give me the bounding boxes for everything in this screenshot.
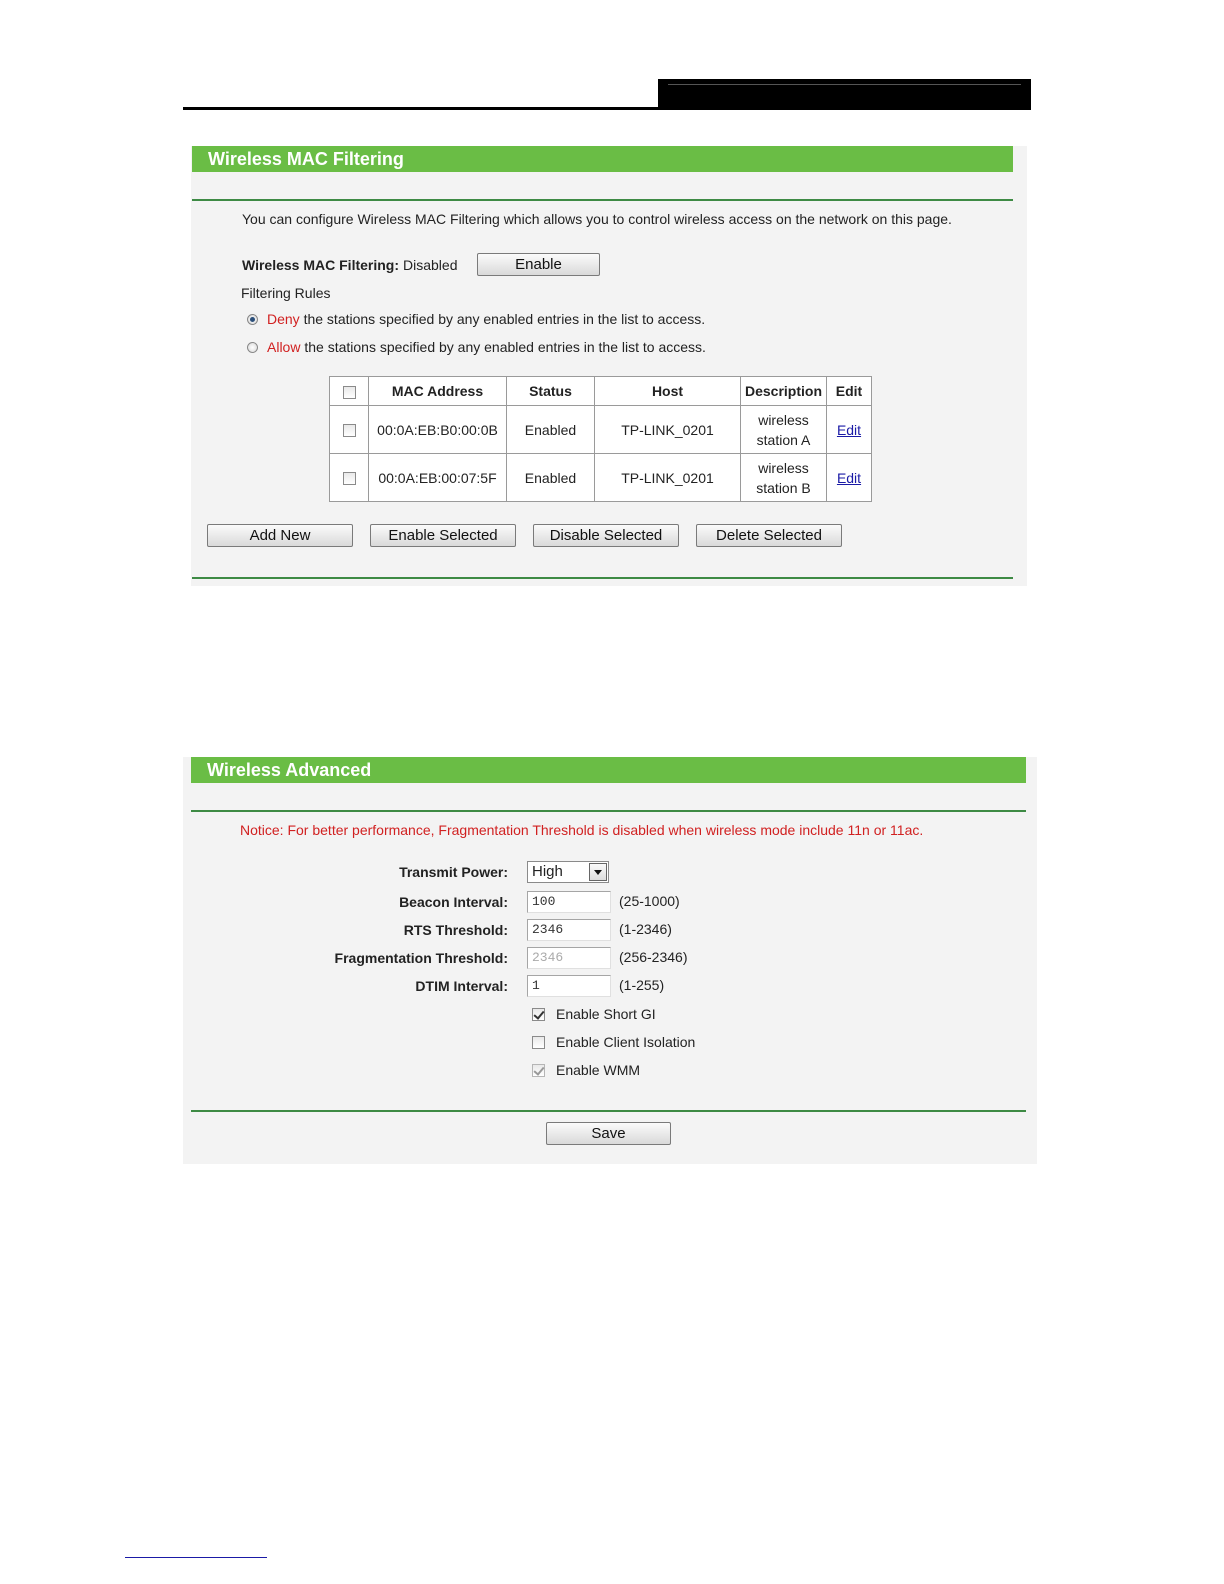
row-select-cell [330,454,369,502]
table-row [330,406,872,454]
fragmentation-threshold-input: 2346 [527,947,611,969]
edit-link[interactable]: Edit [836,421,862,438]
dtim-interval-label: DTIM Interval: [415,978,508,994]
description-line: station B [756,479,811,496]
mac-filter-table [329,376,872,502]
chevron-down-icon[interactable] [589,863,607,881]
mac-address-cell: 00:0A:EB:B0:00:0B [369,406,507,454]
col-description: Description [741,377,827,406]
intro-text: You can configure Wireless MAC Filtering which allows you to control wireless access on the network on this page. [242,211,952,227]
wmm-label: Enable WMM [556,1062,641,1078]
description-line: wireless [758,459,809,476]
add-new-button[interactable]: Add New [207,524,353,547]
description-cell [741,406,827,454]
footer-link-rule [125,1557,267,1558]
enable-button[interactable]: Enable [477,253,600,276]
transmit-power-label: Transmit Power: [399,864,508,880]
delete-selected-button[interactable]: Delete Selected [696,524,842,547]
disable-selected-button[interactable]: Disable Selected [533,524,679,547]
deny-rule-text [267,311,705,327]
beacon-interval-range: (25-1000) [619,893,680,909]
wmm-checkbox [532,1064,545,1077]
edit-cell [827,454,872,502]
dtim-interval-range: (1-255) [619,977,665,993]
rts-threshold-label: RTS Threshold: [403,922,508,938]
deny-radio[interactable] [247,314,258,325]
header-black-box [658,79,1031,110]
deny-description: the stations specified by any enabled entries in the list to access. [303,311,706,327]
client-isolation-checkbox[interactable] [532,1036,545,1049]
transmit-power-value: High [532,863,563,880]
row-checkbox[interactable] [343,424,356,437]
col-host: Host [595,377,741,406]
allow-rule-text [267,339,706,355]
beacon-interval-label: Beacon Interval: [399,894,508,910]
allow-radio[interactable] [247,342,258,353]
select-all-cell [330,377,369,406]
transmit-power-select[interactable] [527,861,609,883]
col-edit: Edit [827,377,872,406]
mac-filtering-title: Wireless MAC Filtering [192,146,1013,172]
dtim-interval-input[interactable]: 1 [527,975,611,997]
rts-threshold-range: (1-2346) [619,921,672,937]
row-select-cell [330,406,369,454]
status-cell: Enabled [507,454,595,502]
table-header-row [330,377,872,406]
deny-keyword: Deny [267,311,300,327]
description-line: station A [756,431,811,448]
bottom-divider [192,577,1013,579]
advanced-top-divider [191,810,1026,812]
status-cell: Enabled [507,406,595,454]
allow-description: the stations specified by any enabled entries in the list to access. [304,339,706,355]
description-line: wireless [758,411,809,428]
description-cell [741,454,827,502]
row-checkbox[interactable] [343,472,356,485]
mac-filtering-status-label: Wireless MAC Filtering: [242,257,400,273]
beacon-interval-input[interactable]: 100 [527,891,611,913]
short-gi-label: Enable Short GI [556,1006,656,1022]
table-row [330,454,872,502]
col-mac-address: MAC Address [369,377,507,406]
fragmentation-threshold-label: Fragmentation Threshold: [334,950,508,966]
top-divider [192,199,1013,201]
filtering-rules-label: Filtering Rules [241,285,331,301]
notice-text: Notice: For better performance, Fragmentation Threshold is disabled when wireless mode include 11n or 11ac. [240,822,924,838]
client-isolation-label: Enable Client Isolation [556,1034,696,1050]
col-status: Status [507,377,595,406]
enable-selected-button[interactable]: Enable Selected [370,524,516,547]
edit-link[interactable]: Edit [836,469,862,486]
advanced-bottom-divider [191,1110,1026,1112]
advanced-title: Wireless Advanced [191,757,1026,783]
allow-keyword: Allow [267,339,301,355]
mac-address-cell: 00:0A:EB:00:07:5F [369,454,507,502]
host-cell: TP-LINK_0201 [595,406,741,454]
host-cell: TP-LINK_0201 [595,454,741,502]
edit-cell [827,406,872,454]
short-gi-checkbox[interactable] [532,1008,545,1021]
save-button[interactable]: Save [546,1122,671,1145]
mac-filtering-status-value: Disabled [403,257,458,273]
rts-threshold-input[interactable]: 2346 [527,919,611,941]
select-all-checkbox[interactable] [343,386,356,399]
fragmentation-threshold-range: (256-2346) [619,949,688,965]
